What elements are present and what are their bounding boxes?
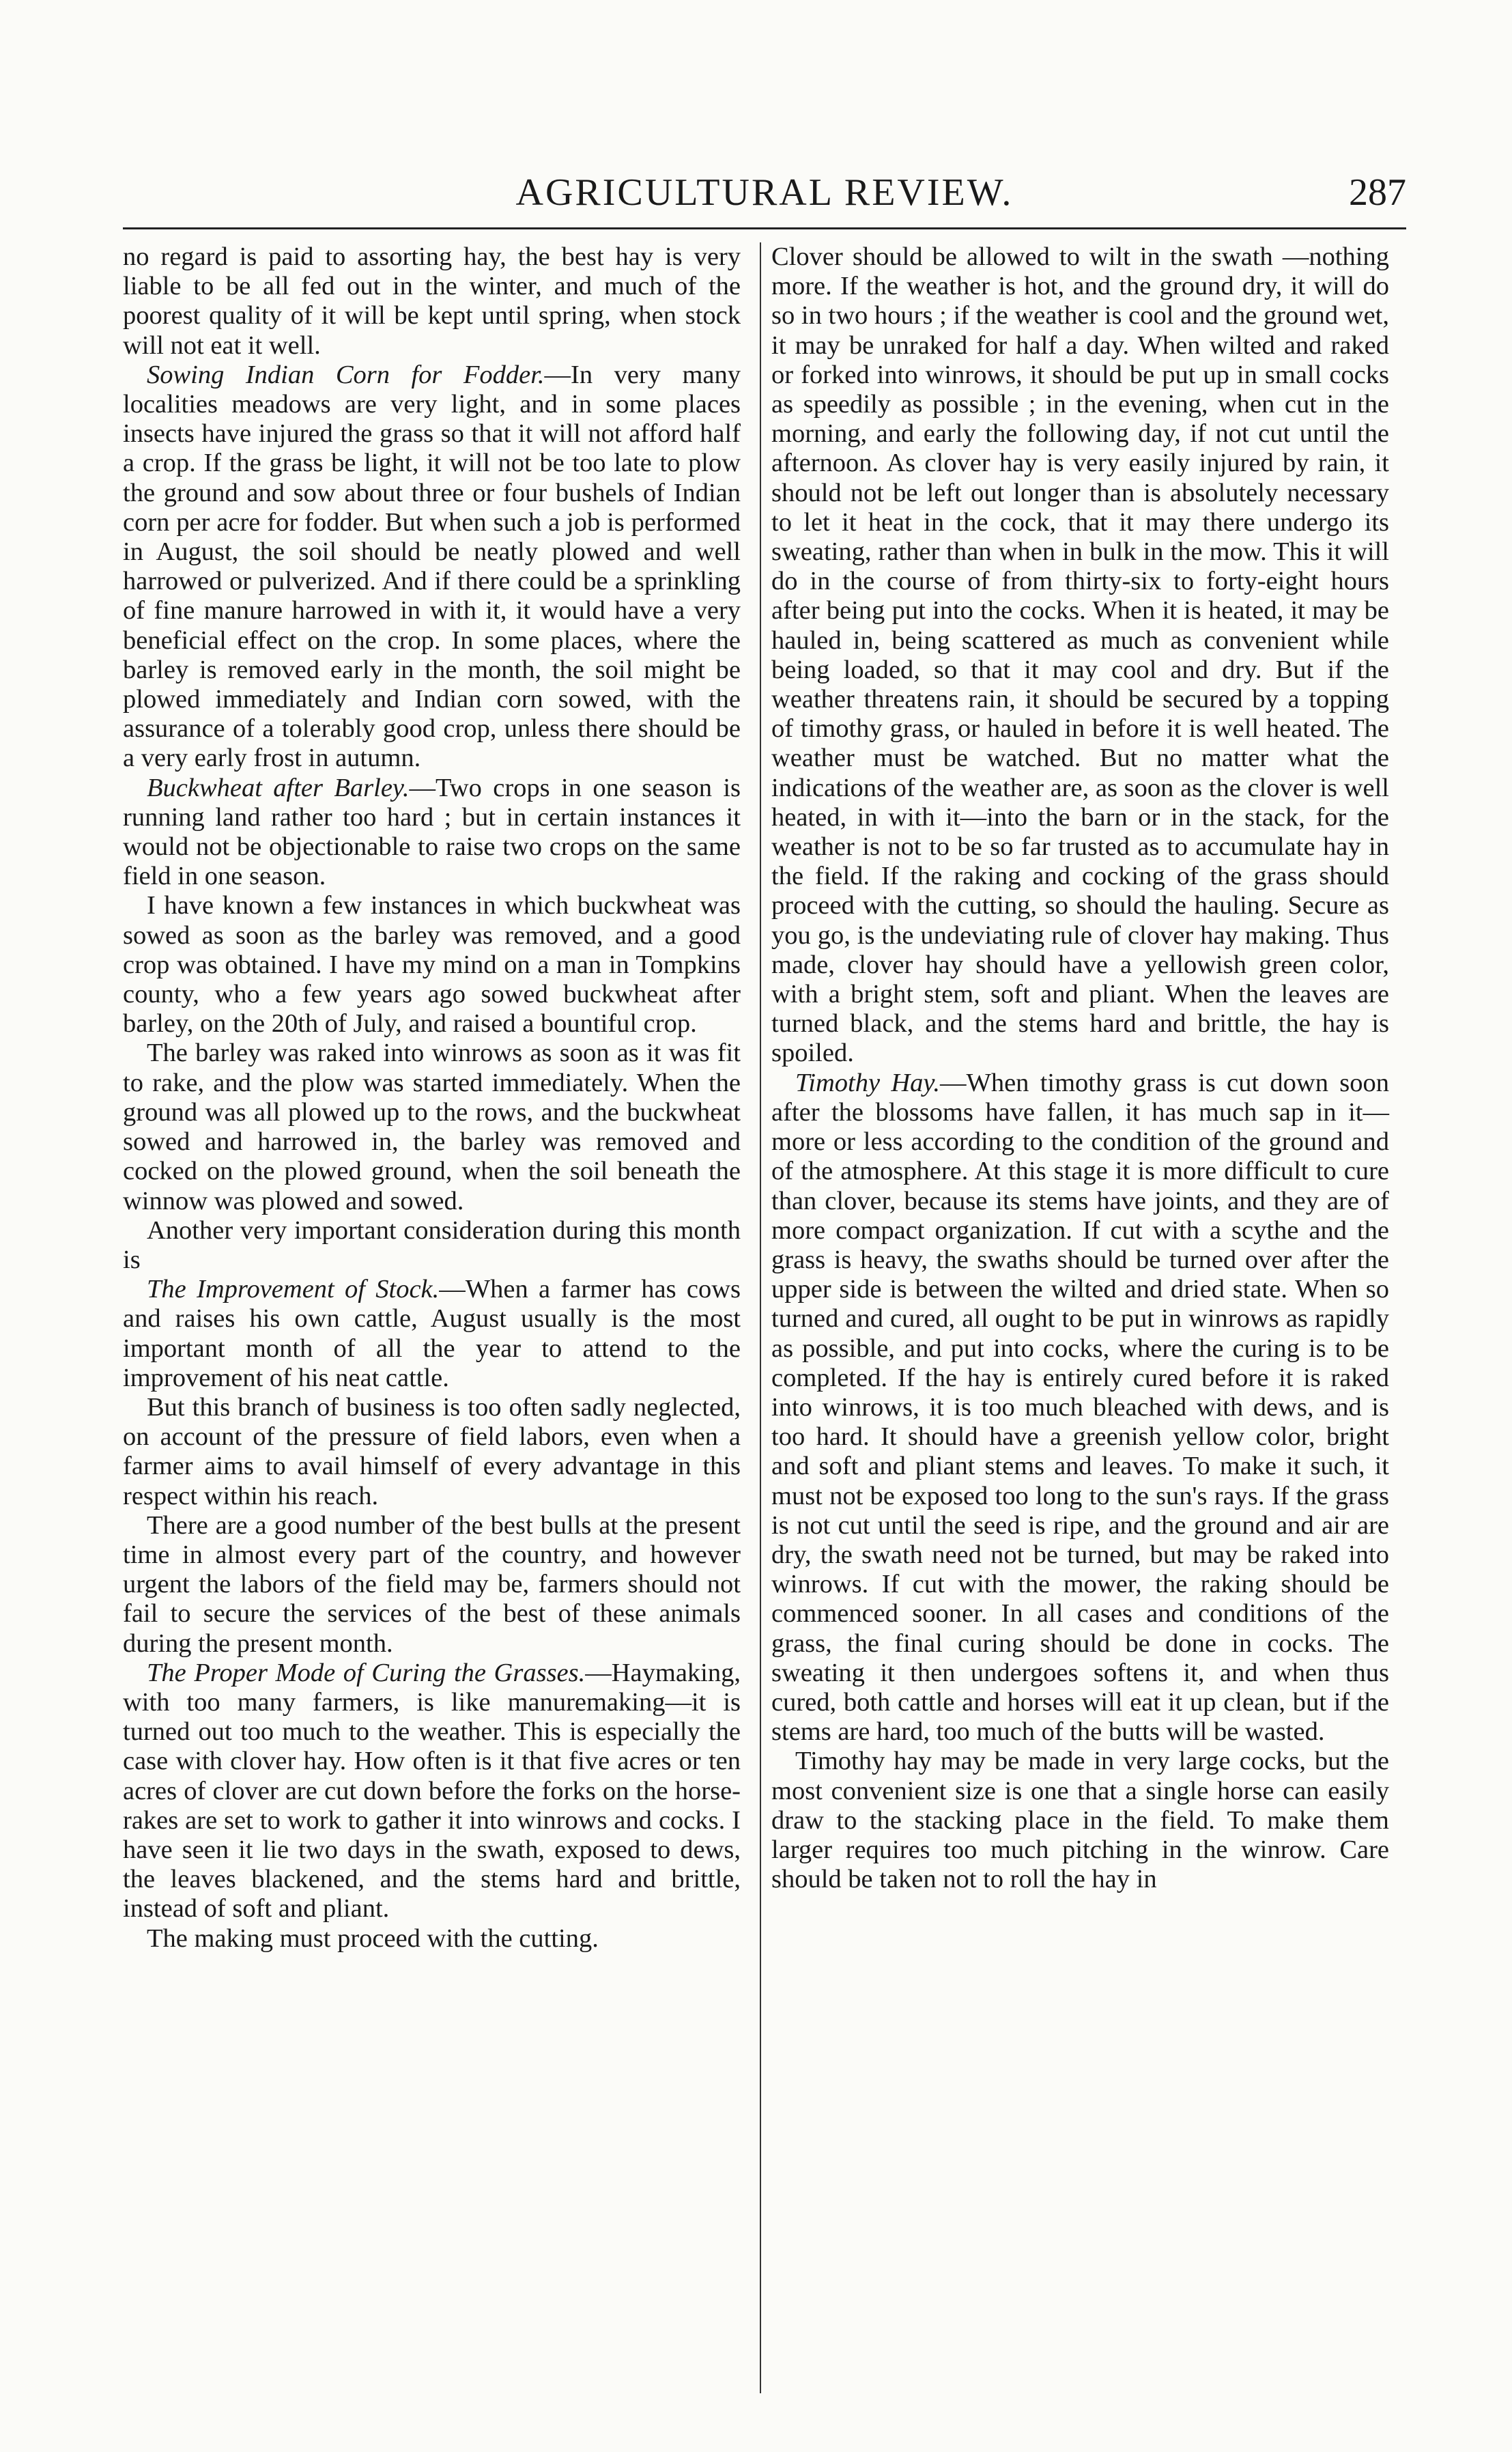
paragraph: There are a good number of the best bulls at the present time in almost every part of the country, and however urgent the labors of the field may be, farmers should not fail to secure the services of the best of these animals during the present month. bbox=[123, 1510, 741, 1658]
paragraph-body: —Haymaking, with too many farmers, is like manuremaking—it is turned out too much to the weather. This is especially the case with clover hay. How often is it that five acres or ten acres of clover are cut down before the forks on the horse-rakes are set to work to gather it into winrows and cocks. I have seen it lie two days in the swath, exposed to dews, the leaves blackened, and the stems hard and brittle, instead of soft and pliant. bbox=[123, 1658, 741, 1923]
paragraph-body: —When a farmer has cows and raises his own cattle, August usually is the most important month of all the year to attend to the improvement of his neat cattle. bbox=[123, 1275, 741, 1392]
paragraph-improvement-of-stock bbox=[123, 1275, 741, 1393]
paragraph: The barley was raked into winrows as soon as it was fit to rake, and the plow was started immediately. When the ground was all plowed up to the rows, and the buckwheat sowed and harrowed in, the barley was removed and cocked on the plowed ground, when the soil beneath the winnow was plowed and sowed. bbox=[123, 1039, 741, 1215]
paragraph-body: —When timothy grass is cut down soon after the blossoms have fallen, it has much sap in it—more or less according to the condition of the ground and of the atmosphere. At this stage it is more difficult to cure than clover, because its stems have joints, and they are of more compact organization. If cut with a scythe and the grass is heavy, the swaths should be turned over after the upper side is between the wilted and dried state. When so turned and cured, all ought to be put in winrows as rapidly as possible, and put into cocks, where the curing is to be completed. If the hay is entirely cured before it is raked into winrows, it is too much bleached with dews, and is too hard. It should have a greenish yellow color, bright and soft and pliant stems and leaves. To make it such, it must not be exposed too long to the sun's rays. If the grass is not cut until the seed is ripe, and the ground and air are dry, the swath need not be turned, but may be raked into winrows. If cut with the mower, the raking should be commenced sooner. In all cases and conditions of the grass, the final curing should be done in cocks. The sweating it then undergoes softens it, and when thus cured, both cattle and horses will eat it up clean, but if the stems are hard, too much of the butts will be wasted. bbox=[771, 1068, 1389, 1747]
paragraph: Another very important consideration during this month is bbox=[123, 1215, 741, 1274]
paragraph-curing-grasses bbox=[123, 1659, 741, 1924]
column-divider bbox=[760, 242, 761, 2393]
paragraph: I have known a few instances in which buckwheat was sowed as soon as the barley was removed, and a good crop was obtained. I have my mind on a man in Tompkins county, who a few years ago sowed buckwheat after barley, on the 20th of July, and raised a bountiful crop. bbox=[123, 891, 741, 1039]
page-number: 287 bbox=[1349, 171, 1406, 214]
paragraph-timothy-hay bbox=[771, 1069, 1389, 1747]
section-heading: The Improvement of Stock. bbox=[147, 1275, 440, 1304]
section-heading: Timothy Hay. bbox=[795, 1068, 940, 1097]
paragraph-body: —Two crops in one season is running land rather too hard ; but in certain instances it would not be objectionable to raise two crops on the same field in one season. bbox=[123, 773, 741, 891]
section-heading: The Proper Mode of Curing the Grasses. bbox=[147, 1658, 586, 1687]
journal-title: AGRICULTURAL REVIEW. bbox=[515, 171, 1014, 214]
paragraph-sowing-indian-corn bbox=[123, 361, 741, 774]
paragraph-body: —In very many localities meadows are very light, and in some places insects have injured the grass so that it will not afford half a crop. If the grass be light, it will not be too late to plow the ground and sow about three or four bushels of Indian corn per acre for fodder. But when such a job is performed in August, the soil should be neatly plowed and well harrowed or pulverized. And if there could be a sprinkling of fine manure harrowed in with it, it would have a very beneficial effect on the crop. In some places, where the barley is removed early in the month, the soil might be plowed immediately and Indian corn sowed, with the assurance of a tolerably good crop, unless there should be a very early frost in autumn. bbox=[123, 360, 741, 773]
section-heading: Buckwheat after Barley. bbox=[147, 773, 410, 802]
running-header bbox=[123, 171, 1406, 219]
paragraph: But this branch of business is too often sadly neglected, on account of the pressure of field labors, even when a farmer aims to avail himself of every advantage in this respect within his reach. bbox=[123, 1392, 741, 1510]
paragraph: Clover should be allowed to wilt in the swath —nothing more. If the weather is hot, and the ground dry, it will do so in two hours ; if the weather is cool and the ground wet, it may be unraked for half a day. When wilted and raked or forked into winrows, it should be put up in small cocks as speedily as possible ; in the evening, when cut in the morning, and early the following day, if not cut until the afternoon. As clover hay is very easily injured by rain, it should not be left out longer than is absolutely necessary to let it heat in the cock, that it may there undergo its sweating, rather than when in bulk in the mow. This it will do in the course of from thirty-six to forty-eight hours after being put into the cocks. When it is heated, it may be hauled in, being scattered as much as convenient while being loaded, so that it may cool and dry. But if the weather threatens rain, it should be secured by a topping of timothy grass, or hauled in before it is well heated. The weather must be watched. But no matter what the indications of the weather are, as soon as the clover is well heated, in with it—into the barn or in the stack, for the weather is not to be so far trusted as to accumulate hay in the field. If the raking and cocking of the grass should proceed with the cutting, so should the hauling. Secure as you go, is the undeviating rule of clover hay making. Thus made, clover hay should have a yellowish green color, with a bright stem, soft and pliant. When the leaves are turned black, and the stems hard and brittle, the hay is spoiled. bbox=[771, 242, 1389, 1068]
section-heading: Sowing Indian Corn for Fodder. bbox=[147, 360, 545, 389]
right-column bbox=[771, 242, 1389, 2393]
left-column bbox=[123, 242, 741, 2393]
paragraph: The making must proceed with the cutting. bbox=[147, 1923, 599, 1953]
paragraph: no regard is paid to assorting hay, the best hay is very liable to be all fed out in the winter, and much of the poorest quality of it will be kept until spring, when stock will not eat it well. bbox=[123, 242, 741, 360]
paragraph-buckwheat bbox=[123, 774, 741, 892]
header-rule bbox=[123, 227, 1406, 229]
paragraph: Timothy hay may be made in very large cocks, but the most convenient size is one that a single horse can easily draw to the stacking place in the field. To make them larger requires too much pitching in the winrow. Care should be taken not to roll the hay in bbox=[771, 1747, 1389, 1894]
